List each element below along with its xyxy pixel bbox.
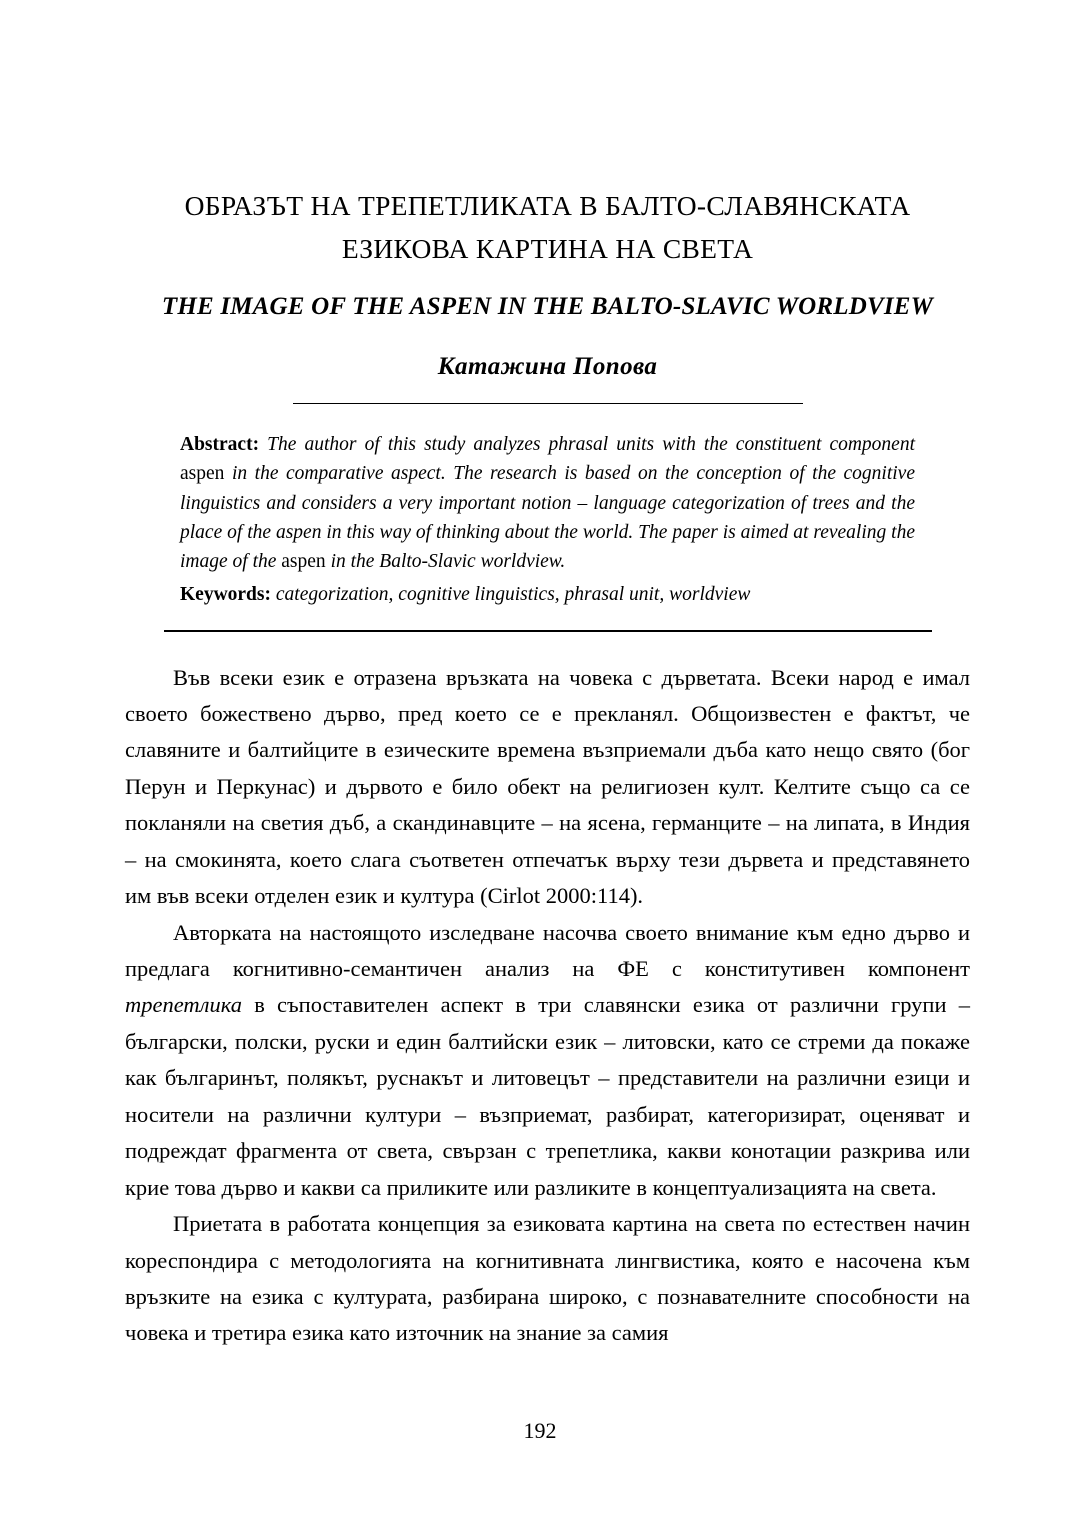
page-title-bulgarian: ОБРАЗЪТ НА ТРЕПЕТЛИКАТА В БАЛТО-СЛАВЯНСКАТА ЕЗИКОВА КАРТИНА НА СВЕТА (184, 190, 911, 264)
abstract-term-aspen-2: aspen (281, 551, 326, 572)
paragraph-2-part-a: Авторката на настоящото изследване насочва своето внимание към едно дърво и предлага когнитивно-семантичен анализ на ФЕ с конститутивен компонент (125, 919, 970, 981)
keywords-label: Keywords: (180, 584, 271, 606)
author-name: Катажина Попова (437, 353, 658, 380)
abstract-block (180, 430, 915, 576)
page-title-english: THE IMAGE OF THE ASPEN IN THE BALTO-SLAVIC WORLDVIEW (161, 293, 934, 321)
paragraph-2-term: трепетлика (125, 992, 242, 1018)
divider-bottom (164, 630, 932, 632)
abstract-term-aspen-1: aspen (180, 463, 225, 485)
divider-top (293, 403, 803, 404)
page-number: 192 (523, 1418, 557, 1443)
paragraph-2-part-b: в съпоставителен аспект в три славянски езика от различни групи – български, полски, руски и един балтийски език – литовски, като се стреми да покаже как българинът, полякът, руснакът и литовецът – представители на различни езици и носители на различни култури – възприемат, разбират, категоризират, оценяват и подреждат фрагмента от света, свързан с трепетлика, какви конотации разкрива или крие това дърво и какви са приликите или разликите в концептуализацията на света. (125, 992, 970, 1200)
paragraph-1: Във всеки език е отразена връзката на човека с дърветата. Всеки народ е имал своето божествено дърво, пред което се е прекланял. Общоизвестен е фактът, че славяните и балтийците в езическите времена възприемали дъба като нещо свято (бог Перун и Перкунас) и дървото е било обект на религиозен култ. Келтите също са се покланяли на светия дъб, а скандинавците – на ясена, германците – на липата, в Индия – на смокинята, което слага съответен отпечатък върху тези дървета и представянето им във всеки отделен език и култура (Cirlot 2000:114). (125, 664, 970, 909)
body-text (125, 660, 970, 1352)
paragraph-3: Приетата в работата концепция за езиковата картина на света по естествен начин кореспондира с методологията на когнитивната лингвистика, която е насочена към връзките на езика с културата, разбирана широко, с познавателните способности на човека и третира езика като източник на знание за самия (125, 1211, 970, 1346)
paragraph-2 (125, 915, 970, 1207)
abstract-text-part2: in the comparative aspect. The research is based on the conception of the cognitive linguistics and considers a very important notion – language categorization of trees and the place of the aspen in this way of thinking about the world. The paper is aimed at revealing the image of the (180, 463, 915, 572)
keywords-value: categorization, cognitive linguistics, phrasal unit, worldview (275, 584, 751, 606)
abstract-text-part3: in the Balto-Slavic worldview. (325, 551, 566, 572)
abstract-text-part1: The author of this study analyzes phrasal units with the constituent component (267, 434, 916, 455)
keywords-block (180, 580, 915, 609)
abstract-label: Abstract: (180, 434, 260, 455)
